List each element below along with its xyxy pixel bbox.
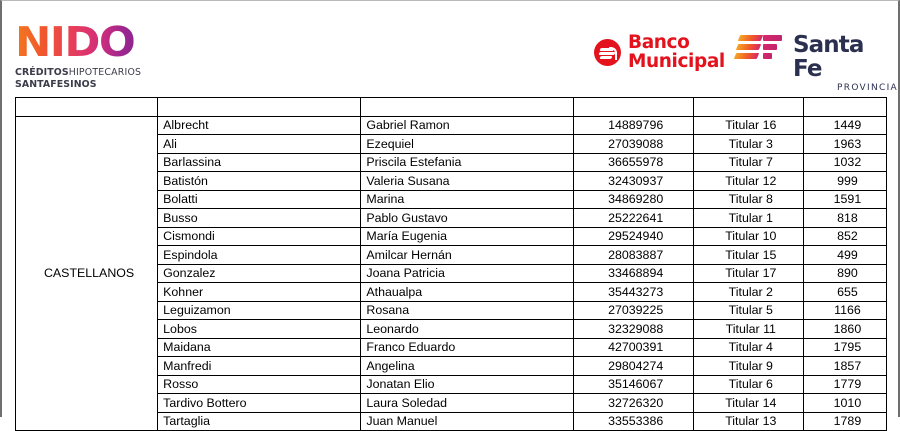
cell-titular: Titular 8 <box>693 190 803 209</box>
santa-fe-bars-icon <box>737 32 785 66</box>
cell-apellido: Barlassina <box>158 153 361 172</box>
table-row[interactable] <box>16 116 887 135</box>
cell-apellido: Bolatti <box>158 190 361 209</box>
cell-documento: 35443273 <box>573 283 693 302</box>
cell-apellido: Tardivo Bottero <box>158 394 361 413</box>
cell-documento: 34869280 <box>573 190 693 209</box>
cell-documento: 27039088 <box>573 135 693 154</box>
header-cell-cutoff <box>573 98 693 117</box>
group-cell-cutoff <box>16 98 158 117</box>
cell-nombre: Laura Soledad <box>361 394 573 413</box>
cell-nombre: Franco Eduardo <box>361 338 573 357</box>
group-cell-castellanos: CASTELLANOS <box>16 116 158 431</box>
cell-puntaje: 1779 <box>803 375 886 394</box>
cell-puntaje: 1789 <box>803 412 886 431</box>
cell-puntaje: 1857 <box>803 357 886 376</box>
cell-apellido: Tartaglia <box>158 412 361 431</box>
cell-apellido: Albrecht <box>158 116 361 135</box>
cell-titular: Titular 1 <box>693 209 803 228</box>
cell-puntaje: 499 <box>803 246 886 265</box>
cell-apellido: Leguizamon <box>158 301 361 320</box>
cell-titular: Titular 4 <box>693 338 803 357</box>
cell-nombre: Priscila Estefania <box>361 153 573 172</box>
cell-documento: 36655978 <box>573 153 693 172</box>
cell-titular: Titular 17 <box>693 264 803 283</box>
cell-puntaje: 818 <box>803 209 886 228</box>
cell-nombre: Juan Manuel <box>361 412 573 431</box>
banco-municipal-mark-icon <box>594 39 621 66</box>
cell-documento: 32430937 <box>573 172 693 191</box>
cell-apellido: Rosso <box>158 375 361 394</box>
nido-tagline-hipotecarios: HIPOTECARIOS <box>68 67 142 78</box>
santa-fe-wordmark <box>793 32 898 93</box>
cell-titular: Titular 2 <box>693 283 803 302</box>
cell-documento: 27039225 <box>573 301 693 320</box>
cell-nombre: Athaualpa <box>361 283 573 302</box>
table-body <box>16 98 887 431</box>
cell-documento: 35146067 <box>573 375 693 394</box>
cell-apellido: Ali <box>158 135 361 154</box>
cell-titular: Titular 7 <box>693 153 803 172</box>
cell-apellido: Kohner <box>158 283 361 302</box>
cell-puntaje: 655 <box>803 283 886 302</box>
cell-documento: 14889796 <box>573 116 693 135</box>
cell-nombre: Ezequiel <box>361 135 573 154</box>
cell-puntaje: 1010 <box>803 394 886 413</box>
cell-titular: Titular 12 <box>693 172 803 191</box>
cell-puntaje: 999 <box>803 172 886 191</box>
cell-nombre: Joana Patricia <box>361 264 573 283</box>
cell-nombre: Amilcar Hernán <box>361 246 573 265</box>
cell-puntaje: 1166 <box>803 301 886 320</box>
cell-apellido: Lobos <box>158 320 361 339</box>
cell-titular: Titular 6 <box>693 375 803 394</box>
cell-documento: 42700391 <box>573 338 693 357</box>
cell-nombre: Jonatan Elio <box>361 375 573 394</box>
cell-puntaje: 890 <box>803 264 886 283</box>
cell-puntaje: 1032 <box>803 153 886 172</box>
cell-apellido: Busso <box>158 209 361 228</box>
cell-documento: 29524940 <box>573 227 693 246</box>
santa-fe-name: Santa Fe <box>793 32 864 82</box>
cell-documento: 25222641 <box>573 209 693 228</box>
cell-apellido: Gonzalez <box>158 264 361 283</box>
document-header <box>2 1 898 97</box>
cell-titular: Titular 3 <box>693 135 803 154</box>
nido-tagline-creditos: CRÉDITOS <box>15 67 69 78</box>
cell-documento: 28083887 <box>573 246 693 265</box>
banco-municipal-wordmark <box>628 33 725 71</box>
header-cell-cutoff <box>803 98 886 117</box>
cell-titular: Titular 13 <box>693 412 803 431</box>
table-header-cutoff-row <box>16 98 887 117</box>
cell-titular: Titular 5 <box>693 301 803 320</box>
listing-table-container <box>15 97 887 431</box>
cell-titular: Titular 10 <box>693 227 803 246</box>
cell-nombre: Gabriel Ramon <box>361 116 573 135</box>
cell-nombre: Leonardo <box>361 320 573 339</box>
nido-tagline <box>15 67 245 90</box>
banco-municipal-line2: Municipal <box>628 51 725 72</box>
cell-titular: Titular 14 <box>693 394 803 413</box>
cell-puntaje: 1591 <box>803 190 886 209</box>
cell-puntaje: 1860 <box>803 320 886 339</box>
cell-documento: 33468894 <box>573 264 693 283</box>
banco-municipal-logo <box>594 33 725 71</box>
cell-nombre: Angelina <box>361 357 573 376</box>
cell-puntaje: 1449 <box>803 116 886 135</box>
cell-apellido: Batistón <box>158 172 361 191</box>
cell-documento: 33553386 <box>573 412 693 431</box>
cell-apellido: Espindola <box>158 246 361 265</box>
cell-puntaje: 1963 <box>803 135 886 154</box>
cell-apellido: Manfredi <box>158 357 361 376</box>
cell-titular: Titular 9 <box>693 357 803 376</box>
cell-nombre: Rosana <box>361 301 573 320</box>
cell-titular: Titular 16 <box>693 116 803 135</box>
cell-nombre: María Eugenia <box>361 227 573 246</box>
header-cell-cutoff <box>158 98 361 117</box>
nido-tagline-santafesinos: SANTAFESINOS <box>15 78 97 90</box>
cell-puntaje: 1795 <box>803 338 886 357</box>
beneficiaries-table <box>15 97 887 431</box>
cell-apellido: Cismondi <box>158 227 361 246</box>
santa-fe-subtitle: PROVINCIA <box>837 83 898 93</box>
nido-logo <box>15 18 245 90</box>
cell-nombre: Valeria Susana <box>361 172 573 191</box>
cell-documento: 29804274 <box>573 357 693 376</box>
banco-municipal-line1: Banco <box>628 32 690 53</box>
nido-wordmark: NIDO <box>15 18 135 66</box>
santa-fe-logo <box>737 32 898 93</box>
header-cell-cutoff <box>693 98 803 117</box>
header-cell-cutoff <box>361 98 573 117</box>
cell-documento: 32726320 <box>573 394 693 413</box>
cell-nombre: Marina <box>361 190 573 209</box>
cell-apellido: Maidana <box>158 338 361 357</box>
cell-documento: 32329088 <box>573 320 693 339</box>
cell-nombre: Pablo Gustavo <box>361 209 573 228</box>
cell-titular: Titular 11 <box>693 320 803 339</box>
cell-titular: Titular 15 <box>693 246 803 265</box>
cell-puntaje: 852 <box>803 227 886 246</box>
